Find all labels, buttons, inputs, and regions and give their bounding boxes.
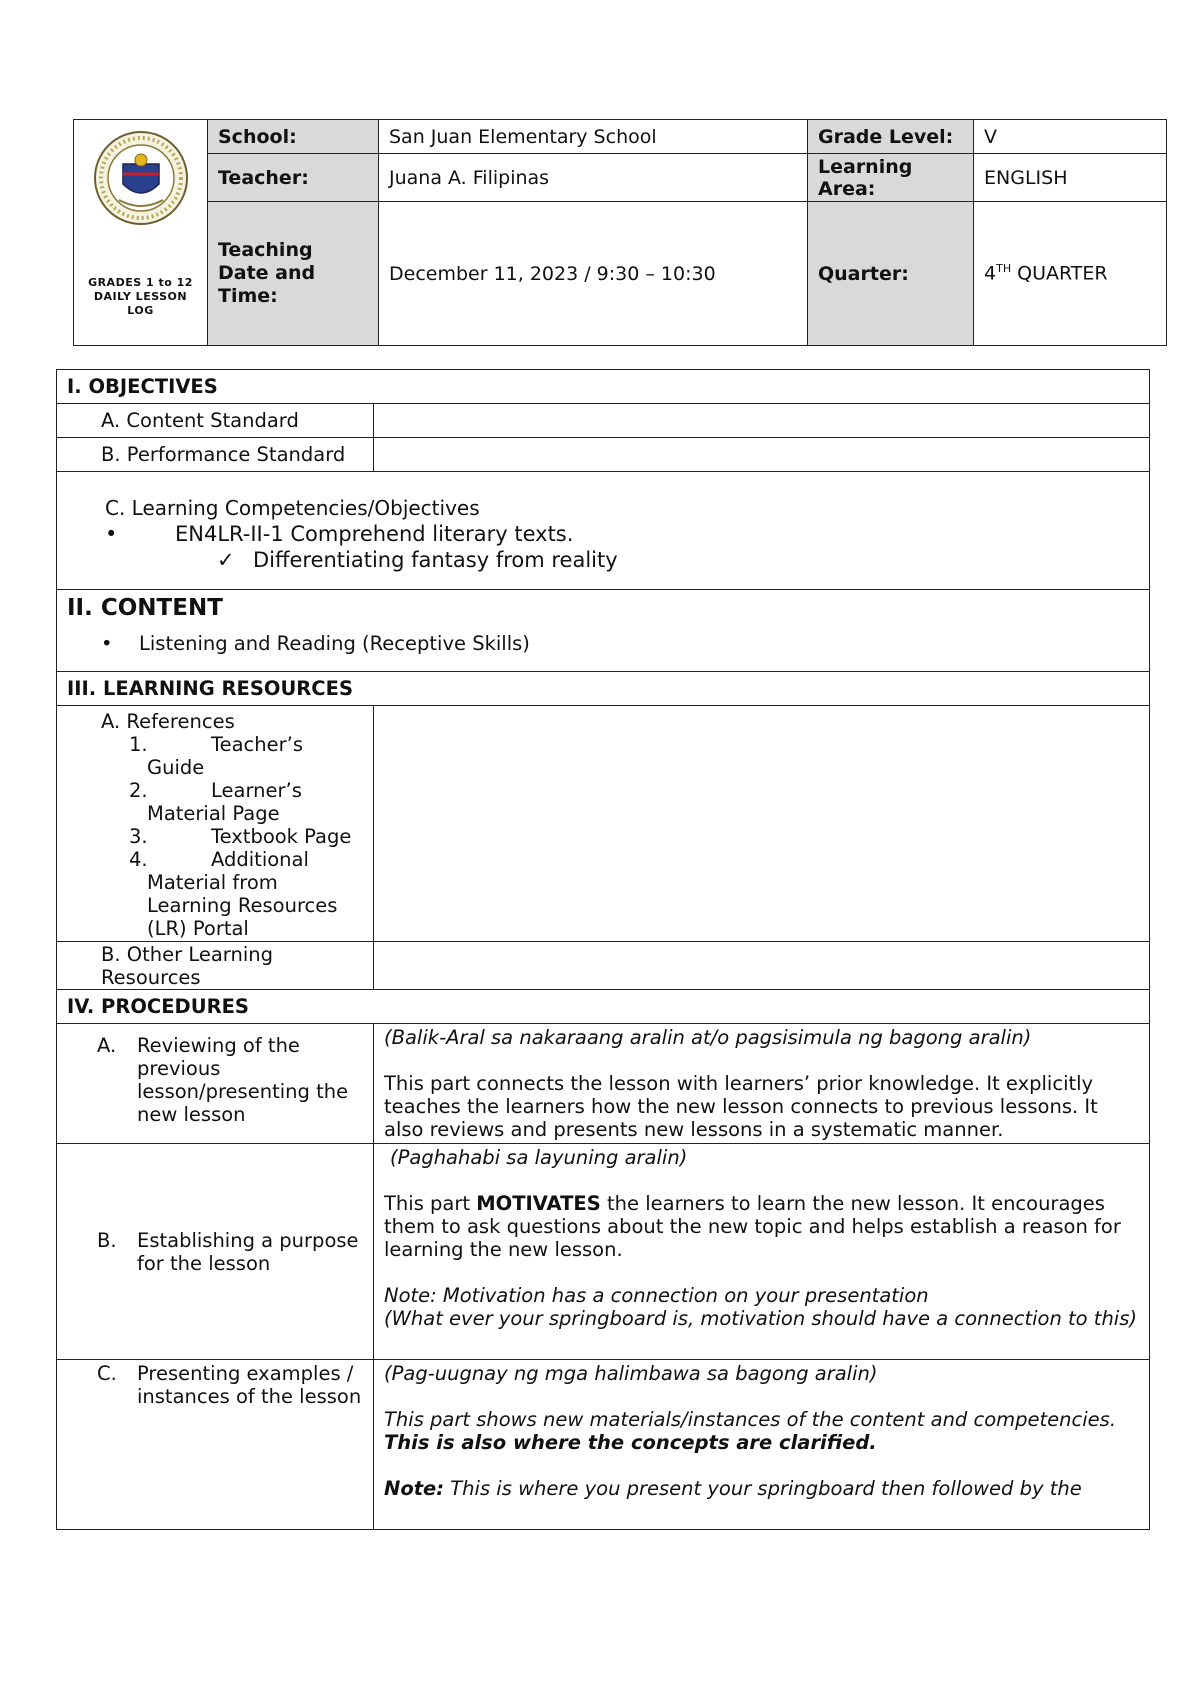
checkmark-icon: ✓ [217,547,235,572]
procedures-title: IV. PROCEDURES [57,990,1150,1024]
learning-resources-title: III. LEARNING RESOURCES [57,672,1150,706]
procedure-a-label-cell: A. Reviewing of the previous lesson/presenting the new lesson [57,1024,374,1144]
references-value [374,706,1150,942]
bullet-icon: • [101,632,113,655]
procedure-b-note2: (What ever your springboard is, motivation should have a connection to this) [384,1307,1137,1330]
teaching-date-label: Teaching Date and Time: [208,202,379,346]
procedure-b-label-cell: B. Establishing a purpose for the lesson [57,1144,374,1360]
teacher-label: Teacher: [208,154,379,202]
grade-level-value: V [974,120,1167,154]
performance-standard-label: B. Performance Standard [57,438,374,472]
references-cell [57,706,374,942]
deped-seal-icon [93,130,189,226]
procedure-a-content [374,1024,1150,1144]
reference-item-1: 1. Teacher’s Guide [129,733,303,779]
procedure-c-content [374,1360,1150,1530]
reference-item-4: 4. Additional Material from Learning Resources (LR) Portal [129,848,338,940]
learning-area-label: Learning Area: [808,154,974,202]
quarter-label: Quarter: [808,202,974,346]
performance-standard-value [374,438,1150,472]
school-label: School: [208,120,379,154]
reference-item-2: 2. Learner’s Material Page [129,779,302,825]
procedure-c-label: Presenting examples / instances of the lesson [137,1362,362,1408]
procedure-b-note1: Note: Motivation has a connection on your presentation [384,1284,929,1307]
other-resources-label: B. Other Learning Resources [57,942,374,990]
procedure-b-text: This part MOTIVATES the learners to learn the new lesson. It encourages them to ask questions about the new topic and helps establish a reason for learning the new lesson. [384,1192,1121,1261]
procedure-c-label-cell: C. Presenting examples / instances of the lesson [57,1360,374,1530]
content-item: • Listening and Reading (Receptive Skills) [101,632,530,655]
content-standard-value [374,404,1150,438]
procedure-a-label: Reviewing of the previous lesson/presenting the new lesson [137,1034,349,1126]
dll-caption: GRADES 1 to 12 DAILY LESSON LOG [88,276,193,317]
competency-item: • EN4LR-II-1 Comprehend literary texts. [105,521,574,546]
content-cell [57,590,1150,672]
procedure-b-tagalog: (Paghahabi sa layuning aralin) [390,1146,688,1169]
learning-area-value: ENGLISH [974,154,1167,202]
procedure-b-content [374,1144,1150,1360]
teaching-date-value: December 11, 2023 / 9:30 – 10:30 [379,202,808,346]
objectives-title: I. OBJECTIVES [57,370,1150,404]
content-title: II. CONTENT [67,595,223,621]
teacher-value: Juana A. Filipinas [379,154,808,202]
content-standard-label: A. Content Standard [57,404,374,438]
header-table [73,119,1167,346]
procedure-b-label: Establishing a purpose for the lesson [137,1228,359,1275]
competencies-label: C. Learning Competencies/Objectives [105,495,480,520]
bullet-icon: • [105,521,118,546]
quarter-value: 4TH QUARTER [974,202,1167,346]
school-value: San Juan Elementary School [379,120,808,154]
logo-cell [74,120,208,346]
procedure-c-bold: This is also where the concepts are clarified. [384,1431,877,1454]
procedure-c-note: Note: This is where you present your springboard then followed by the [384,1477,1082,1500]
other-resources-value [374,942,1150,990]
lesson-table [56,369,1150,1530]
procedure-a-tagalog: (Balik-Aral sa nakaraang aralin at/o pagsisimula ng bagong aralin) [384,1026,1032,1049]
sub-competency-item: ✓ Differentiating fantasy from reality [217,547,618,572]
grade-level-label: Grade Level: [808,120,974,154]
references-label: A. References [101,710,235,733]
competencies-cell [57,472,1150,590]
procedure-c-tagalog: (Pag-uugnay ng mga halimbawa sa bagong aralin) [384,1362,878,1385]
procedure-c-text: This part shows new materials/instances of the content and competencies. [384,1408,1117,1431]
procedure-a-text: This part connects the lesson with learners’ prior knowledge. It explicitly teaches the learners how the new lesson connects to previous lessons. It also reviews and presents new lessons in a systematic manner. [384,1072,1098,1141]
reference-item-3: 3. Textbook Page [129,825,352,848]
